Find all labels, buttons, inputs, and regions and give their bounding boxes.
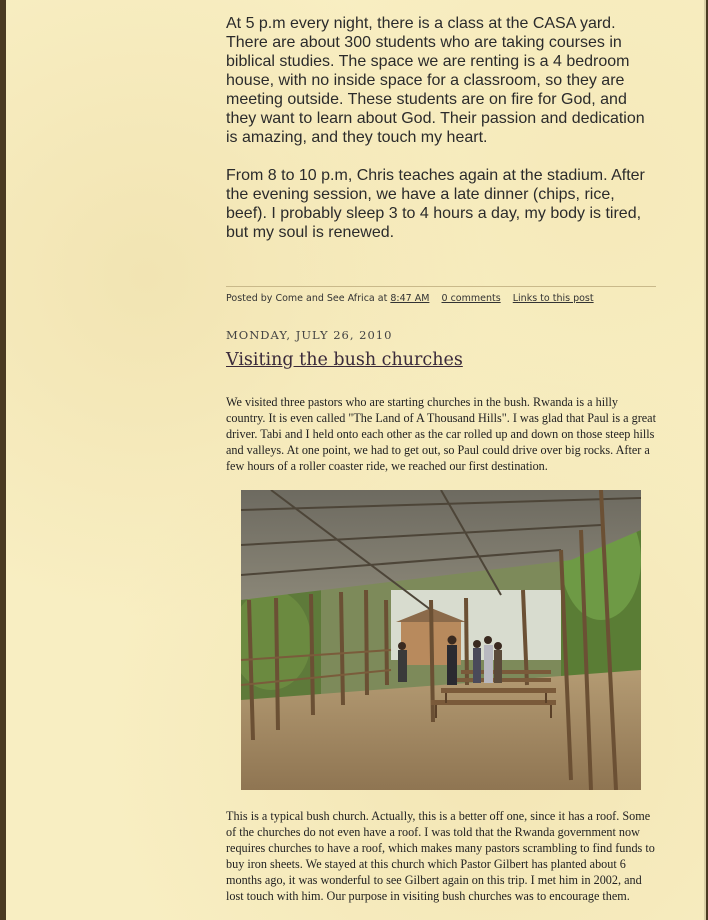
post-paragraph xyxy=(226,808,658,904)
post-time-link[interactable]: 8:47 AM xyxy=(390,293,430,304)
post-text: This is a typical bush church. Actually, this is a better off one, since it has a roof. Some of the churches do not even have a roof. I was told that the Rwanda government now requires churches to have a roof, which makes many pastors scrambling to find funds to buy iron sheets. We stayed at this church which Pastor Gilbert has planted about 6 months ago, it was wonderful to see Gilbert again on this trip. I met him in 2002, and lost touch with him. Our purpose in visiting bush churches was to encourage them. xyxy=(226,809,655,903)
post-text: At 5 p.m every night, there is a class at the CASA yard. There are about 300 students who are taking courses in biblical studies. The space we are renting is a 4 bedroom house, with no inside space for a classroom, so they are meeting outside. These students are on fire for God, and they want to learn about God. Their passion and dedication is amazing, and they touch my heart. xyxy=(226,15,645,146)
links-to-post-link[interactable]: Links to this post xyxy=(512,293,594,304)
post-divider xyxy=(226,286,656,287)
post-title-link[interactable]: Visiting the bush churches xyxy=(226,350,463,370)
church-photo-image xyxy=(241,490,641,790)
page-edge xyxy=(704,0,706,920)
post-text: From 8 to 10 p.m, Chris teaches again at the stadium. After the evening session, we have a late dinner (chips, rice, beef). I probably sleep 3 to 4 hours a day, my body is tired, but my soul is renewed. xyxy=(226,167,645,241)
post-date: MONDAY, JULY 26, 2010 xyxy=(226,328,393,342)
post-paragraph xyxy=(226,14,658,147)
blog-page xyxy=(6,0,706,920)
post-paragraph xyxy=(226,166,658,242)
posted-by-label: Posted by Come and See Africa at xyxy=(226,293,388,304)
post-text: We visited three pastors who are starting churches in the bush. Rwanda is a hilly country. It is even called "The Land of A Thousand Hills". I was glad that Paul is a great driver. Tabi and I held onto each other as the car rolled up and down on those steep hills and valleys. At one point, we had to get out, so Paul could drive over big rocks. After a few hours of a roller coaster ride, we reached our first destination. xyxy=(226,395,656,473)
post-footer xyxy=(226,293,658,304)
church-photo[interactable] xyxy=(241,490,641,790)
post-paragraph xyxy=(226,394,658,474)
comments-link[interactable]: 0 comments xyxy=(441,293,501,304)
